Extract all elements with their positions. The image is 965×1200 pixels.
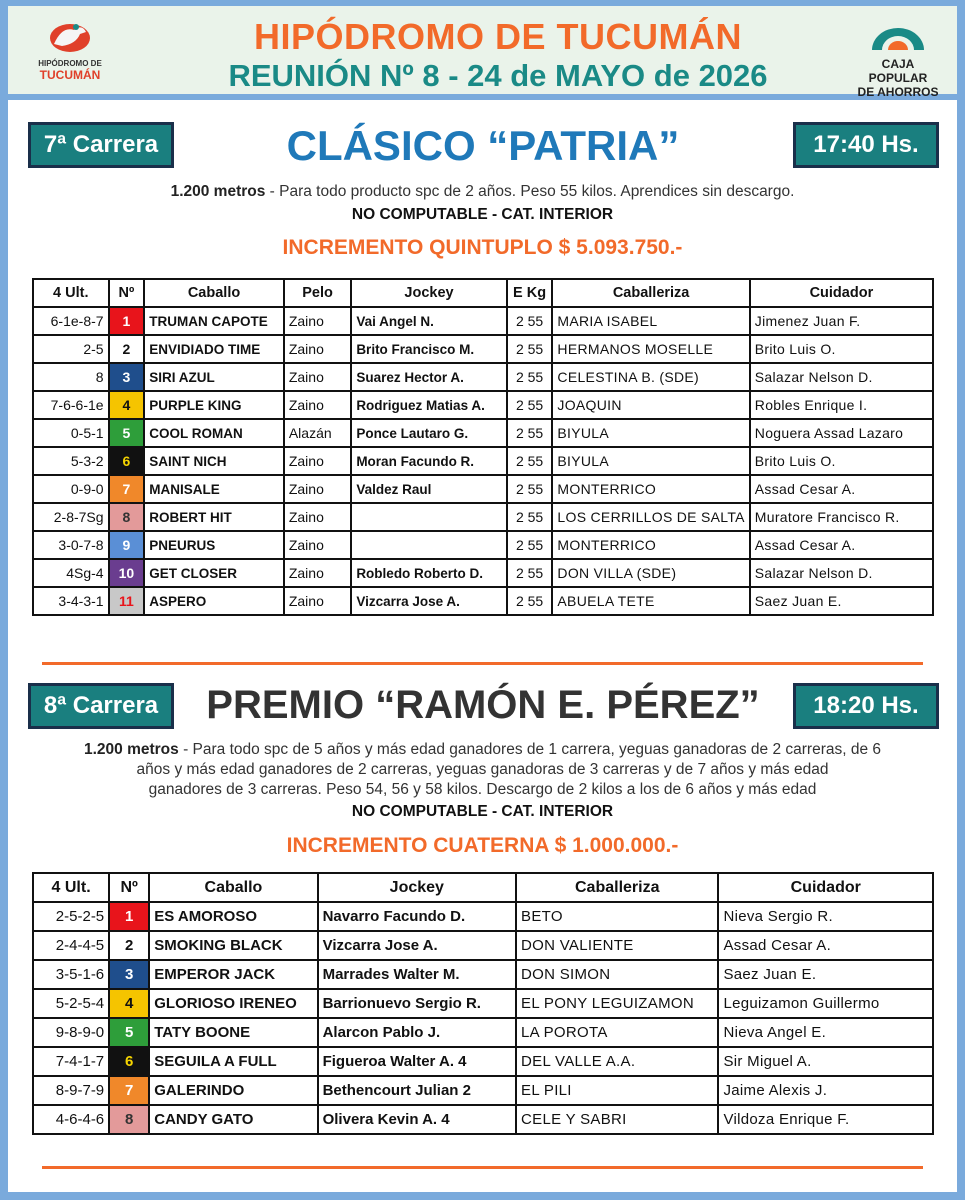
race-divider xyxy=(42,662,923,665)
table-row xyxy=(33,931,933,960)
trainer-name: Salazar Nelson D. xyxy=(750,363,933,391)
last-results: 0-5-1 xyxy=(33,419,109,447)
horse-name: ASPERO xyxy=(144,587,284,615)
stable-name: BETO xyxy=(516,902,718,931)
trainer-name: Muratore Francisco R. xyxy=(750,503,933,531)
jockey-name: Vizcarra Jose A. xyxy=(351,587,506,615)
jockey-name: Olivera Kevin A. 4 xyxy=(318,1105,516,1134)
horse-name: ROBERT HIT xyxy=(144,503,284,531)
col-ult: 4 Ult. xyxy=(33,279,109,307)
page-title: HIPÓDROMO DE TUCUMÁN xyxy=(254,16,742,57)
age-weight: 2 55 xyxy=(507,559,553,587)
stable-name: HERMANOS MOSELLE xyxy=(552,335,749,363)
race7-conditions-text: - Para todo producto spc de 2 años. Peso 55 kilos. Aprendices sin descargo. xyxy=(265,183,795,200)
race7-increment: INCREMENTO QUINTUPLO $ 5.093.750.- xyxy=(282,236,683,259)
table-row xyxy=(33,447,933,475)
race7-time-badge: 17:40 Hs. xyxy=(793,122,939,168)
table-row xyxy=(33,307,933,335)
horse-name: PNEURUS xyxy=(144,531,284,559)
race8-conditions-line3: ganadores de 3 carreras. Peso 54, 56 y 58 kilos. Descargo de 2 kilos a los de 6 años y más edad xyxy=(148,781,817,798)
trainer-name: Assad Cesar A. xyxy=(718,931,933,960)
table-row xyxy=(33,587,933,615)
last-results: 2-5 xyxy=(33,335,109,363)
saddle-number: 5 xyxy=(109,419,145,447)
saddle-number: 2 xyxy=(109,931,149,960)
horse-name: EMPEROR JACK xyxy=(149,960,317,989)
horse-name: ENVIDIADO TIME xyxy=(144,335,284,363)
age-weight: 2 55 xyxy=(507,419,553,447)
stable-name: EL PONY LEGUIZAMON xyxy=(516,989,718,1018)
trainer-name: Assad Cesar A. xyxy=(750,475,933,503)
race7-category: NO COMPUTABLE - CAT. INTERIOR xyxy=(351,206,614,223)
saddle-number: 3 xyxy=(109,960,149,989)
logo-left-line1: HIPÓDROMO DE xyxy=(38,59,102,68)
last-results: 7-6-6-1e xyxy=(33,391,109,419)
coat-color: Zaino xyxy=(284,475,351,503)
saddle-number: 8 xyxy=(109,1105,149,1134)
horse-name: TRUMAN CAPOTE xyxy=(144,307,284,335)
last-results: 2-5-2-5 xyxy=(33,902,109,931)
page-header xyxy=(8,6,957,99)
stable-name: DON VALIENTE xyxy=(516,931,718,960)
trainer-name: Vildoza Enrique F. xyxy=(718,1105,933,1134)
stable-name: LOS CERRILLOS DE SALTA xyxy=(552,503,749,531)
col-pelo: Pelo xyxy=(284,279,351,307)
horse-name: SMOKING BLACK xyxy=(149,931,317,960)
saddle-number: 9 xyxy=(109,531,145,559)
age-weight: 2 55 xyxy=(507,363,553,391)
saddle-number: 6 xyxy=(109,1047,149,1076)
last-results: 8-9-7-9 xyxy=(33,1076,109,1105)
jockey-name xyxy=(351,503,506,531)
coat-color: Zaino xyxy=(284,531,351,559)
race8-time-badge: 18:20 Hs. xyxy=(793,683,939,729)
age-weight: 2 55 xyxy=(507,391,553,419)
col-stable: Caballeriza xyxy=(516,873,718,902)
saddle-number: 3 xyxy=(109,363,145,391)
jockey-name: Marrades Walter M. xyxy=(318,960,516,989)
last-results: 2-4-4-5 xyxy=(33,931,109,960)
stable-name: CELESTINA B. (SDE) xyxy=(552,363,749,391)
table-row xyxy=(33,335,933,363)
race8-number-badge: 8ª Carrera xyxy=(28,683,174,729)
col-horse: Caballo xyxy=(144,279,284,307)
horse-name: CANDY GATO xyxy=(149,1105,317,1134)
saddle-number: 8 xyxy=(109,503,145,531)
col-num: Nº xyxy=(109,279,145,307)
horse-name: COOL ROMAN xyxy=(144,419,284,447)
stable-name: DON VILLA (SDE) xyxy=(552,559,749,587)
last-results: 0-9-0 xyxy=(33,475,109,503)
last-results: 2-8-7Sg xyxy=(33,503,109,531)
hipodromo-logo xyxy=(30,18,110,88)
saddle-number: 2 xyxy=(109,335,145,363)
last-results: 3-4-3-1 xyxy=(33,587,109,615)
stable-name: LA POROTA xyxy=(516,1018,718,1047)
sunrise-icon xyxy=(868,22,928,52)
sponsor-line1: CAJA POPULAR xyxy=(868,57,928,85)
table-row xyxy=(33,531,933,559)
horse-name: GALERINDO xyxy=(149,1076,317,1105)
coat-color: Zaino xyxy=(284,363,351,391)
trainer-name: Salazar Nelson D. xyxy=(750,559,933,587)
trainer-name: Saez Juan E. xyxy=(750,587,933,615)
saddle-number: 4 xyxy=(109,989,149,1018)
trainer-name: Brito Luis O. xyxy=(750,335,933,363)
saddle-number: 4 xyxy=(109,391,145,419)
col-horse: Caballo xyxy=(149,873,317,902)
race8-header-row xyxy=(33,873,933,902)
age-weight: 2 55 xyxy=(507,307,553,335)
race7-entries-table xyxy=(32,278,934,616)
table-row xyxy=(33,559,933,587)
jockey-name: Suarez Hector A. xyxy=(351,363,506,391)
race7-title: CLÁSICO “PATRIA” xyxy=(286,122,680,169)
age-weight: 2 55 xyxy=(507,335,553,363)
table-row xyxy=(33,902,933,931)
col-num: Nº xyxy=(109,873,149,902)
saddle-number: 5 xyxy=(109,1018,149,1047)
race7-number-badge: 7ª Carrera xyxy=(28,122,174,168)
last-results: 5-2-5-4 xyxy=(33,989,109,1018)
sponsor-logo xyxy=(853,22,943,99)
table-row xyxy=(33,960,933,989)
trainer-name: Saez Juan E. xyxy=(718,960,933,989)
col-ult: 4 Ult. xyxy=(33,873,109,902)
col-trainer: Cuidador xyxy=(718,873,933,902)
coat-color: Zaino xyxy=(284,307,351,335)
stable-name: CELE Y SABRI xyxy=(516,1105,718,1134)
horse-name: TATY BOONE xyxy=(149,1018,317,1047)
last-results: 5-3-2 xyxy=(33,447,109,475)
horse-name: SEGUILA A FULL xyxy=(149,1047,317,1076)
saddle-number: 6 xyxy=(109,447,145,475)
table-row xyxy=(33,391,933,419)
table-row xyxy=(33,503,933,531)
jockey-name: Vai Angel N. xyxy=(351,307,506,335)
coat-color: Zaino xyxy=(284,391,351,419)
age-weight: 2 55 xyxy=(507,531,553,559)
table-row xyxy=(33,1047,933,1076)
last-results: 9-8-9-0 xyxy=(33,1018,109,1047)
jockey-name: Figueroa Walter A. 4 xyxy=(318,1047,516,1076)
jockey-name: Moran Facundo R. xyxy=(351,447,506,475)
horse-name: SIRI AZUL xyxy=(144,363,284,391)
race8-distance: 1.200 metros xyxy=(83,741,179,758)
race7-header-row xyxy=(33,279,933,307)
trainer-name: Leguizamon Guillermo xyxy=(718,989,933,1018)
race8-conditions-line1: 1.200 metros - Para todo spc de 5 años y más edad ganadores de 1 carrera, yeguas ganadoras de 2 carreras, de 6 xyxy=(83,741,882,758)
stable-name: DON SIMON xyxy=(516,960,718,989)
horse-name: PURPLE KING xyxy=(144,391,284,419)
jockey-name: Robledo Roberto D. xyxy=(351,559,506,587)
horse-name: SAINT NICH xyxy=(144,447,284,475)
jockey-name: Valdez Raul xyxy=(351,475,506,503)
col-ekg: E Kg xyxy=(507,279,553,307)
stable-name: MARIA ISABEL xyxy=(552,307,749,335)
race8-entries-table xyxy=(32,872,934,1135)
last-results: 4-6-4-6 xyxy=(33,1105,109,1134)
jockey-name: Brito Francisco M. xyxy=(351,335,506,363)
trainer-name: Noguera Assad Lazaro xyxy=(750,419,933,447)
horse-name: GET CLOSER xyxy=(144,559,284,587)
race8-category: NO COMPUTABLE - CAT. INTERIOR xyxy=(351,803,614,820)
last-results: 3-0-7-8 xyxy=(33,531,109,559)
trainer-name: Nieva Angel E. xyxy=(718,1018,933,1047)
table-row xyxy=(33,1105,933,1134)
stable-name: ABUELA TETE xyxy=(552,587,749,615)
table-row xyxy=(33,363,933,391)
stable-name: MONTERRICO xyxy=(552,531,749,559)
jockey-name: Ponce Lautaro G. xyxy=(351,419,506,447)
coat-color: Zaino xyxy=(284,335,351,363)
saddle-number: 1 xyxy=(109,307,145,335)
coat-color: Zaino xyxy=(284,447,351,475)
jockey-name: Rodriguez Matias A. xyxy=(351,391,506,419)
last-results: 7-4-1-7 xyxy=(33,1047,109,1076)
saddle-number: 7 xyxy=(109,1076,149,1105)
last-results: 6-1e-8-7 xyxy=(33,307,109,335)
coat-color: Zaino xyxy=(284,503,351,531)
logo-left-line2: TUCUMÁN xyxy=(39,68,101,82)
coat-color: Zaino xyxy=(284,587,351,615)
horse-name: GLORIOSO IRENEO xyxy=(149,989,317,1018)
race8-increment: INCREMENTO CUATERNA $ 1.000.000.- xyxy=(286,834,679,857)
program-sheet xyxy=(8,100,957,1192)
trainer-name: Jimenez Juan F. xyxy=(750,307,933,335)
saddle-number: 10 xyxy=(109,559,145,587)
saddle-number: 1 xyxy=(109,902,149,931)
coat-color: Zaino xyxy=(284,559,351,587)
col-jockey: Jockey xyxy=(318,873,516,902)
jockey-name: Navarro Facundo D. xyxy=(318,902,516,931)
last-results: 3-5-1-6 xyxy=(33,960,109,989)
stable-name: DEL VALLE A.A. xyxy=(516,1047,718,1076)
last-results: 8 xyxy=(33,363,109,391)
trainer-name: Sir Miguel A. xyxy=(718,1047,933,1076)
horse-name: ES AMOROSO xyxy=(149,902,317,931)
race8-conditions xyxy=(28,740,937,800)
table-row xyxy=(33,419,933,447)
stable-name: EL PILI xyxy=(516,1076,718,1105)
race7-distance: 1.200 metros xyxy=(170,183,266,200)
stable-name: BIYULA xyxy=(552,447,749,475)
col-stable: Caballeriza xyxy=(552,279,749,307)
trainer-name: Assad Cesar A. xyxy=(750,531,933,559)
coat-color: Alazán xyxy=(284,419,351,447)
saddle-number: 7 xyxy=(109,475,145,503)
age-weight: 2 55 xyxy=(507,587,553,615)
race7-conditions xyxy=(28,182,937,202)
stable-name: JOAQUIN xyxy=(552,391,749,419)
trainer-name: Jaime Alexis J. xyxy=(718,1076,933,1105)
table-row xyxy=(33,1018,933,1047)
table-row xyxy=(33,1076,933,1105)
jockey-name: Bethencourt Julian 2 xyxy=(318,1076,516,1105)
trainer-name: Nieva Sergio R. xyxy=(718,902,933,931)
col-jockey: Jockey xyxy=(351,279,506,307)
sponsor-line2: DE AHORROS xyxy=(857,85,939,99)
table-row xyxy=(33,989,933,1018)
race8-conditions-line2: años y más edad ganadores de 2 carreras, yeguas ganadoras de 3 carreras y de 7 años y más edad xyxy=(136,761,829,778)
age-weight: 2 55 xyxy=(507,475,553,503)
col-trainer: Cuidador xyxy=(750,279,933,307)
jockey-name xyxy=(351,531,506,559)
horse-name: MANISALE xyxy=(144,475,284,503)
stable-name: MONTERRICO xyxy=(552,475,749,503)
meeting-subtitle: REUNIÓN Nº 8 - 24 de MAYO de 2026 xyxy=(228,58,768,93)
horse-icon xyxy=(48,18,92,54)
stable-name: BIYULA xyxy=(552,419,749,447)
bottom-divider xyxy=(42,1166,923,1169)
age-weight: 2 55 xyxy=(507,447,553,475)
last-results: 4Sg-4 xyxy=(33,559,109,587)
trainer-name: Brito Luis O. xyxy=(750,447,933,475)
age-weight: 2 55 xyxy=(507,503,553,531)
trainer-name: Robles Enrique I. xyxy=(750,391,933,419)
saddle-number: 11 xyxy=(109,587,145,615)
race8-title: PREMIO “RAMÓN E. PÉREZ” xyxy=(206,683,760,727)
jockey-name: Alarcon Pablo J. xyxy=(318,1018,516,1047)
table-row xyxy=(33,475,933,503)
jockey-name: Vizcarra Jose A. xyxy=(318,931,516,960)
jockey-name: Barrionuevo Sergio R. xyxy=(318,989,516,1018)
